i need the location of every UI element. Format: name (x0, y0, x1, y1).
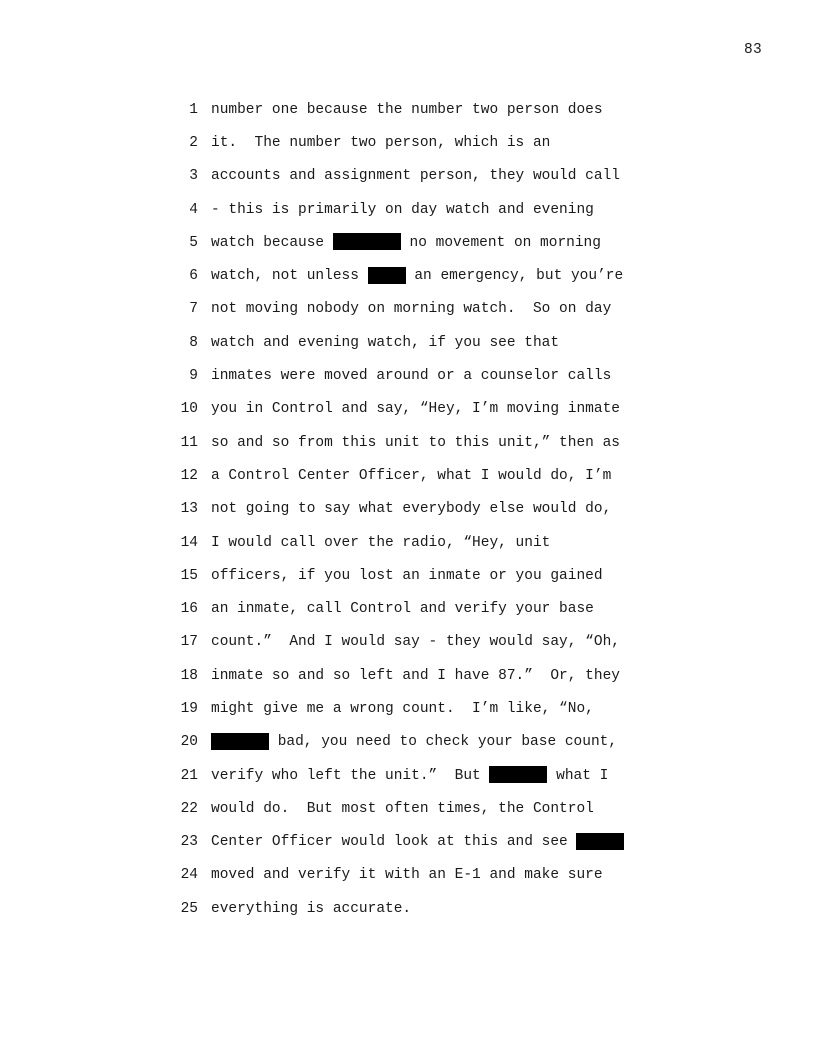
line-text: a Control Center Officer, what I would do, I’m (211, 467, 612, 484)
line-text: what I (547, 767, 609, 784)
line-text: number one because the number two person does (211, 101, 603, 118)
line-text: officers, if you lost an inmate or you gained (211, 567, 603, 584)
transcript-line (170, 160, 690, 193)
line-number: 13 (180, 501, 198, 518)
redaction-block (211, 733, 269, 750)
line-number: 15 (180, 567, 198, 584)
page-number: 83 (743, 42, 762, 58)
line-number: 12 (180, 467, 198, 484)
transcript-line (170, 193, 690, 226)
transcript-line (170, 326, 690, 359)
line-number: 4 (189, 201, 198, 218)
line-number: 5 (189, 234, 198, 251)
transcript-line (170, 892, 690, 925)
transcript-line (170, 93, 690, 126)
transcript-line (170, 826, 690, 859)
transcript-line (170, 526, 690, 559)
transcript-line (170, 459, 690, 492)
redaction-block (368, 267, 406, 284)
line-number: 10 (180, 401, 198, 418)
line-number: 8 (189, 334, 198, 351)
line-number: 21 (180, 767, 198, 784)
line-number: 24 (180, 867, 198, 884)
transcript-line (170, 359, 690, 392)
line-number: 1 (189, 101, 198, 118)
line-text: count.” And I would say - they would say, “Oh, (211, 634, 620, 651)
line-text: might give me a wrong count. I’m like, “No, (211, 700, 594, 717)
line-text: inmates were moved around or a counselor calls (211, 368, 612, 385)
transcript-body (170, 93, 690, 925)
line-number: 11 (180, 434, 198, 451)
redaction-block (489, 766, 547, 783)
line-text: watch and evening watch, if you see that (211, 334, 560, 351)
line-text: moved and verify it with an E-1 and make sure (211, 867, 603, 884)
transcript-line (170, 726, 690, 759)
line-text: an inmate, call Control and verify your base (211, 601, 594, 618)
line-text: watch because (211, 234, 333, 251)
line-text: watch, not unless (211, 268, 368, 285)
line-text: inmate so and so left and I have 87.” Or, they (211, 667, 620, 684)
line-number: 17 (180, 634, 198, 651)
transcript-line (170, 126, 690, 159)
transcript-line (170, 226, 690, 259)
line-number: 2 (189, 134, 198, 151)
line-number: 7 (189, 301, 198, 318)
transcript-line (170, 659, 690, 692)
transcript-line (170, 626, 690, 659)
redaction-block (576, 833, 624, 850)
line-text: would do. But most often times, the Control (211, 800, 594, 817)
line-text: Center Officer would look at this and see (211, 834, 577, 851)
line-text: bad, you need to check your base count, (269, 734, 618, 751)
line-text: you in Control and say, “Hey, I’m moving inmate (211, 401, 620, 418)
line-text: so and so from this unit to this unit,” then as (211, 434, 620, 451)
line-text: an emergency, but you’re (405, 268, 624, 285)
transcript-line (170, 293, 690, 326)
line-number: 20 (180, 734, 198, 751)
line-text: it. The number two person, which is an (211, 134, 551, 151)
transcript-line (170, 792, 690, 825)
line-text: - this is primarily on day watch and evening (211, 201, 594, 218)
line-text: accounts and assignment person, they would call (211, 168, 620, 185)
transcript-line (170, 259, 690, 292)
line-number: 19 (180, 700, 198, 717)
transcript-line (170, 493, 690, 526)
redaction-block (333, 233, 401, 250)
line-number: 23 (180, 834, 198, 851)
line-text: verify who left the unit.” But (211, 767, 490, 784)
transcript-line (170, 759, 690, 792)
line-text: not going to say what everybody else would do, (211, 501, 612, 518)
line-text: no movement on morning (400, 234, 601, 251)
transcript-line (170, 559, 690, 592)
line-number: 18 (180, 667, 198, 684)
line-number: 25 (180, 900, 198, 917)
transcript-line (170, 592, 690, 625)
line-number: 14 (180, 534, 198, 551)
line-number: 22 (180, 800, 198, 817)
line-text: not moving nobody on morning watch. So on day (211, 301, 612, 318)
line-number: 6 (189, 268, 198, 285)
transcript-line (170, 426, 690, 459)
line-number: 9 (189, 368, 198, 385)
transcript-line (170, 393, 690, 426)
line-number: 16 (180, 601, 198, 618)
line-text: I would call over the radio, “Hey, unit (211, 534, 551, 551)
transcript-line (170, 692, 690, 725)
transcript-line (170, 859, 690, 892)
line-text: everything is accurate. (211, 900, 412, 917)
line-number: 3 (189, 168, 198, 185)
